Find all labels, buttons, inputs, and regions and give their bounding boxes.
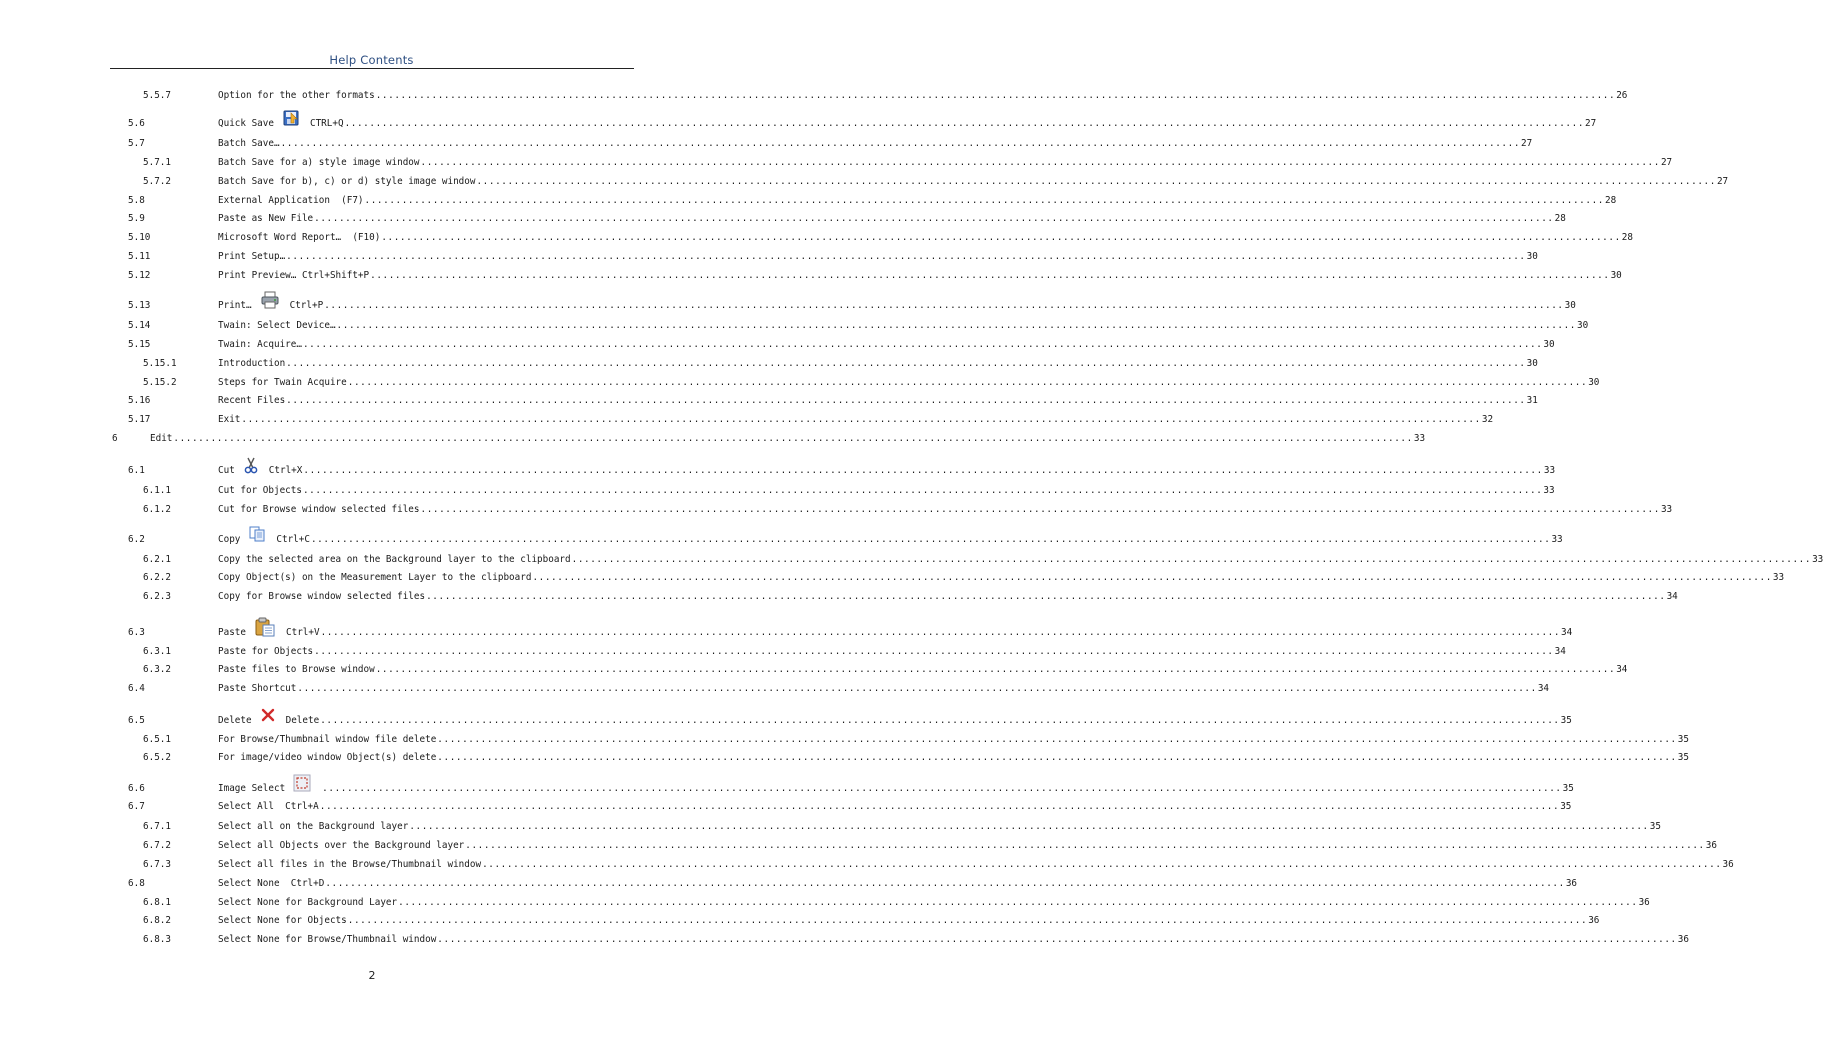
copy-icon	[248, 526, 266, 542]
print-icon	[260, 291, 280, 309]
toc-dot-leader: ........................................................................................................................................................................................................	[319, 801, 1560, 812]
toc-entry-link[interactable]	[218, 858, 1734, 871]
toc-entry[interactable]	[0, 590, 1678, 603]
page-number: 2	[368, 969, 376, 982]
toc-dot-leader: ........................................................................................................................................................................................................	[420, 504, 1660, 515]
toc-entry-page: 33	[1413, 433, 1426, 444]
toc-entry-link[interactable]	[218, 663, 1628, 676]
toc-dot-leader: ........................................................................................................................................................................................................	[320, 715, 1560, 726]
toc-entry-number: 5.15.1	[143, 358, 177, 369]
toc-entry-page: 35	[1649, 821, 1661, 832]
toc-entry-title: Select all files in the Browse/Thumbnail window	[218, 859, 482, 870]
toc-entry-number: 6.1.1	[143, 485, 171, 496]
toc-entry-number: 6.5.2	[143, 752, 171, 763]
toc-entry-number: 5.7.2	[143, 176, 171, 187]
toc-entry-page: 30	[1610, 270, 1622, 281]
toc-entry-page: 36	[1677, 934, 1689, 945]
toc-entry-link[interactable]	[218, 503, 1673, 516]
toc-entry-number: 6.5	[128, 715, 145, 726]
toc-entry-link[interactable]	[218, 212, 1566, 225]
toc-entry-link[interactable]	[218, 914, 1600, 927]
toc-entry-number: 6.3.1	[143, 646, 171, 657]
toc-entry-shortcut: Ctrl+P	[289, 300, 324, 311]
toc-entry-page: 34	[1537, 683, 1550, 694]
toc-entry-link[interactable]	[218, 682, 1550, 695]
toc-entry-title: Print Setup…	[218, 251, 286, 262]
toc-entry-page: 35	[1677, 734, 1689, 745]
toc-entry-number: 6.7.3	[143, 859, 171, 870]
page-header-title: Help Contents	[329, 53, 414, 67]
toc-entry-page: 36	[1722, 859, 1734, 870]
toc-entry[interactable]	[0, 376, 1600, 389]
toc-entry[interactable]	[0, 533, 1563, 546]
toc-entry-number: 6.7.1	[143, 821, 171, 832]
toc-entry-number: 6.8.1	[143, 897, 171, 908]
toc-entry-page: 33	[1660, 504, 1673, 515]
toc-dot-leader: ........................................................................................................................................................................................................	[344, 118, 1585, 129]
toc-entry-number: 5.7.1	[143, 157, 171, 168]
toc-dot-leader: ........................................................................................................................................................................................................	[314, 213, 1554, 224]
toc-entry[interactable]	[0, 626, 1573, 639]
toc-entry-title: Batch Save…	[218, 138, 280, 149]
toc-entry-page: 26	[1616, 90, 1628, 101]
toc-entry-number: 5.7	[128, 138, 145, 149]
toc-entry-page: 36	[1638, 897, 1650, 908]
toc-entry-link[interactable]	[218, 896, 1650, 909]
toc-dot-leader: ........................................................................................................................................................................................................	[286, 358, 1526, 369]
toc-entry-page: 34	[1561, 627, 1573, 638]
toc-entry-title: Copy the selected area on the Background layer to the clipboard	[218, 554, 571, 565]
toc-entry-title: Paste as New File	[218, 213, 314, 224]
toc-entry-number: 6.4	[128, 683, 145, 694]
toc-entry-number: 6.3.2	[143, 664, 171, 675]
toc-entry[interactable]	[0, 299, 1576, 312]
toc-entry-title: Cut	[218, 465, 235, 476]
toc-dot-leader: ........................................................................................................................................................................................................	[297, 683, 1537, 694]
toc-entry-number: 5.12	[128, 270, 151, 281]
toc-entry-shortcut: Ctrl+V	[286, 627, 320, 638]
toc-entry-title: Paste files to Browse window	[218, 664, 375, 675]
toc-entry-page: 35	[1562, 783, 1574, 794]
toc-dot-leader: ........................................................................................................................................................................................................	[398, 897, 1638, 908]
toc-dot-leader: ........................................................................................................................................................................................................	[409, 821, 1649, 832]
toc-entry-number: 6.1	[128, 465, 145, 476]
toc-entry-page: 36	[1705, 840, 1717, 851]
toc-entry[interactable]	[0, 782, 1574, 795]
toc-entry-page: 28	[1621, 232, 1633, 243]
toc-entry-title: Copy	[218, 534, 241, 545]
toc-entry-link[interactable]	[218, 250, 1538, 263]
toc-entry-number: 5.8	[128, 195, 145, 206]
toc-entry-page: 30	[1526, 358, 1538, 369]
toc-entry-shortcut: CTRL+Q	[309, 118, 344, 129]
toc-dot-leader: ........................................................................................................................................................................................................	[314, 646, 1554, 657]
toc-entry-title: Option for the other formats	[218, 90, 375, 101]
toc-entry[interactable]	[0, 571, 1785, 584]
toc-dot-leader: ........................................................................................................................................................................................................	[364, 195, 1604, 206]
toc-entry-page: 30	[1588, 377, 1600, 388]
toc-dot-leader: ........................................................................................................................................................................................................	[347, 915, 1588, 926]
toc-entry-number: 6.2.2	[143, 572, 171, 583]
toc-entry-title: Twain: Acquire…	[218, 339, 302, 350]
toc-entry-title: For Browse/Thumbnail window file delete	[218, 734, 437, 745]
toc-entry-title: Edit	[150, 433, 173, 444]
toc-entry-title: Paste for Objects	[218, 646, 314, 657]
toc-entry-number: 6.8	[128, 878, 145, 889]
toc-entry[interactable]	[0, 800, 1572, 813]
toc-entry-title: Paste	[218, 627, 246, 638]
toc-entry[interactable]	[0, 645, 1566, 658]
toc-entry-shortcut: Ctrl+X	[268, 465, 303, 476]
toc-entry-title: Copy for Browse window selected files	[218, 591, 426, 602]
toc-entry[interactable]	[0, 896, 1650, 909]
toc-entry[interactable]	[0, 357, 1538, 370]
toc-entry-number: 5.9	[128, 213, 145, 224]
toc-dot-leader: ........................................................................................................................................................................................................	[302, 339, 1543, 350]
toc-dot-leader: ........................................................................................................................................................................................................	[303, 465, 1543, 476]
toc-entry-page: 33	[1551, 534, 1563, 545]
toc-entry-page: 27	[1660, 157, 1673, 168]
toc-dot-leader: ........................................................................................................................................................................................................	[241, 414, 1481, 425]
toc-entry-page: 30	[1543, 339, 1555, 350]
toc-entry-link[interactable]	[218, 156, 1673, 169]
toc-entry-number: 6.7	[128, 801, 145, 812]
toc-entry-page: 28	[1604, 195, 1617, 206]
toc-dot-leader: ........................................................................................................................................................................................................	[173, 433, 1413, 444]
toc-entry[interactable]	[0, 820, 1661, 833]
toc-entry-page: 32	[1481, 414, 1494, 425]
toc-dot-leader: ........................................................................................................................................................................................................	[426, 591, 1666, 602]
toc-dot-leader: ........................................................................................................................................................................................................	[571, 554, 1812, 565]
toc-entry-link[interactable]	[218, 553, 1823, 566]
toc-entry-number: 5.16	[128, 395, 151, 406]
toc-entry[interactable]	[0, 269, 1622, 282]
toc-entry-number: 6.2.3	[143, 591, 171, 602]
toc-entry-link[interactable]	[218, 820, 1661, 833]
toc-entry-link[interactable]	[218, 319, 1589, 332]
delete-icon	[260, 707, 276, 723]
toc-entry-link[interactable]	[218, 194, 1617, 207]
toc-entry-link[interactable]	[218, 376, 1600, 389]
toc-entry-shortcut: Ctrl+C	[276, 534, 310, 545]
toc-dot-leader: ........................................................................................................................................................................................................	[336, 320, 1576, 331]
toc-entry-page: 33	[1812, 554, 1823, 565]
toc-entry-title: Cut for Objects	[218, 485, 302, 496]
toc-entry-link[interactable]	[218, 645, 1566, 658]
toc-entry[interactable]	[0, 231, 1633, 244]
toc-entry-link[interactable]	[150, 432, 1426, 445]
toc-entry-title: Image Select	[218, 783, 286, 794]
toc-entry-number: 6.3	[128, 627, 145, 638]
toc-entry[interactable]	[0, 319, 1589, 332]
toc-entry[interactable]	[0, 858, 1734, 871]
toc-entry-link[interactable]	[218, 464, 1556, 477]
toc-entry-number: 5.15.2	[143, 377, 177, 388]
toc-dot-leader: ........................................................................................................................................................................................................	[310, 534, 1551, 545]
image-select-icon	[293, 774, 311, 792]
toc-entry-page: 33	[1543, 465, 1556, 476]
toc-dot-leader: ........................................................................................................................................................................................................	[320, 627, 1561, 638]
toc-dot-leader: ........................................................................................................................................................................................................	[324, 300, 1564, 311]
toc-dot-leader: ........................................................................................................................................................................................................	[325, 878, 1565, 889]
toc-entry-number: 6.8.2	[143, 915, 171, 926]
toc-entry-title: Print Preview… Ctrl+Shift+P	[218, 270, 370, 281]
toc-entry-page: 30	[1526, 251, 1538, 262]
toc-entry-link[interactable]	[218, 714, 1572, 727]
toc-entry-link[interactable]	[218, 175, 1729, 188]
toc-entry[interactable]	[0, 839, 1717, 852]
toc-entry-title: Cut for Browse window selected files	[218, 504, 420, 515]
toc-entry-link[interactable]	[218, 117, 1597, 130]
toc-entry-link[interactable]	[218, 800, 1572, 813]
toc-dot-leader: ........................................................................................................................................................................................................	[280, 138, 1521, 149]
toc-entry-link[interactable]	[218, 338, 1555, 351]
toc-entry-title: External Application (F7)	[218, 195, 364, 206]
toc-entry-link[interactable]	[218, 89, 1628, 102]
toc-dot-leader: ........................................................................................................................................................................................................	[420, 157, 1660, 168]
toc-dot-leader: ........................................................................................................................................................................................................	[322, 783, 1562, 794]
toc-entry-title: Introduction	[218, 358, 286, 369]
toc-entry-title: Paste Shortcut	[218, 683, 297, 694]
toc-entry-number: 5.6	[128, 118, 145, 129]
toc-entry-title: Exit	[218, 414, 241, 425]
toc-entry[interactable]	[0, 733, 1689, 746]
toc-dot-leader: ........................................................................................................................................................................................................	[286, 395, 1526, 406]
toc-dot-leader: ........................................................................................................................................................................................................	[302, 485, 1543, 496]
toc-entry-title: Batch Save for b), c) or d) style image window	[218, 176, 476, 187]
toc-dot-leader: ........................................................................................................................................................................................................	[347, 377, 1588, 388]
toc-entry-page: 35	[1560, 801, 1572, 812]
toc-entry-title: Recent Files	[218, 395, 286, 406]
toc-entry-link[interactable]	[218, 877, 1578, 890]
toc-entry-page: 31	[1526, 395, 1538, 406]
toc-entry-page: 35	[1560, 715, 1572, 726]
toc-entry-link[interactable]	[218, 590, 1678, 603]
toc-entry-number: 6.7.2	[143, 840, 171, 851]
toc-entry-page: 27	[1585, 118, 1597, 129]
toc-entry-link[interactable]	[218, 733, 1689, 746]
toc-entry-page: 35	[1677, 752, 1689, 763]
toc-entry-page: 30	[1577, 320, 1589, 331]
toc-entry-title: Print…	[218, 300, 252, 311]
toc-entry-link[interactable]	[218, 839, 1717, 852]
toc-entry-title: Select All Ctrl+A	[218, 801, 319, 812]
toc-entry-link[interactable]	[218, 484, 1555, 497]
toc-entry[interactable]	[0, 663, 1628, 676]
toc-entry[interactable]	[0, 413, 1494, 426]
toc-dot-leader: ........................................................................................................................................................................................................	[437, 752, 1677, 763]
toc-entry-title: Select None for Background Layer	[218, 897, 398, 908]
toc-entry-link[interactable]	[218, 782, 1574, 795]
toc-entry-number: 5.5.7	[143, 90, 171, 101]
toc-dot-leader: ........................................................................................................................................................................................................	[375, 664, 1616, 675]
toc-entry-link[interactable]	[218, 394, 1538, 407]
toc-entry[interactable]	[0, 553, 1823, 566]
quick-save-icon	[282, 109, 300, 127]
toc-entry-number: 6.5.1	[143, 734, 171, 745]
toc-entry-page: 30	[1564, 300, 1576, 311]
toc-entry-number: 6	[112, 433, 118, 444]
toc-entry-title: Select None for Objects	[218, 915, 347, 926]
toc-entry[interactable]	[0, 714, 1572, 727]
toc-entry[interactable]	[0, 338, 1555, 351]
toc-dot-leader: ........................................................................................................................................................................................................	[375, 90, 1616, 101]
toc-entry-page: 33	[1543, 485, 1555, 496]
toc-entry-title: Batch Save for a) style image window	[218, 157, 420, 168]
toc-dot-leader: ........................................................................................................................................................................................................	[437, 934, 1677, 945]
toc-dot-leader: ........................................................................................................................................................................................................	[381, 232, 1621, 243]
toc-dot-leader: ........................................................................................................................................................................................................	[286, 251, 1526, 262]
toc-entry-number: 6.2.1	[143, 554, 171, 565]
toc-entry-link[interactable]	[218, 933, 1689, 946]
toc-dot-leader: ........................................................................................................................................................................................................	[465, 840, 1705, 851]
toc-entry-page: 27	[1521, 138, 1533, 149]
toc-entry[interactable]	[0, 464, 1556, 477]
toc-entry-page: 27	[1716, 176, 1729, 187]
cut-icon	[243, 456, 259, 474]
toc-entry[interactable]	[0, 175, 1729, 188]
toc-dot-leader: ........................................................................................................................................................................................................	[437, 734, 1677, 745]
toc-entry-title: Microsoft Word Report… (F10)	[218, 232, 381, 243]
toc-entry[interactable]	[0, 503, 1673, 516]
toc-entry-number: 5.15	[128, 339, 151, 350]
toc-entry-link[interactable]	[218, 269, 1622, 282]
toc-dot-leader: ........................................................................................................................................................................................................	[482, 859, 1722, 870]
toc-entry-link[interactable]	[218, 357, 1538, 370]
toc-entry-title: Select None Ctrl+D	[218, 878, 325, 889]
toc-entry-page: 33	[1772, 572, 1785, 583]
toc-entry-title: Delete	[218, 715, 252, 726]
toc-entry-title: Select all on the Background layer	[218, 821, 409, 832]
toc-entry-number: 6.6	[128, 783, 145, 794]
paste-icon	[254, 617, 276, 637]
toc-entry-number: 5.14	[128, 320, 151, 331]
toc-entry-number: 6.8.3	[143, 934, 171, 945]
toc-entry[interactable]	[0, 137, 1533, 150]
toc-entry-title: Select all Objects over the Background layer	[218, 840, 465, 851]
toc-entry-page: 28	[1554, 213, 1566, 224]
toc-entry-number: 5.13	[128, 300, 151, 311]
toc-entry[interactable]	[0, 484, 1555, 497]
toc-entry-number: 6.1.2	[143, 504, 171, 515]
toc-entry[interactable]	[0, 250, 1538, 263]
toc-entry[interactable]	[0, 432, 1426, 445]
toc-entry-link[interactable]	[218, 751, 1689, 764]
toc-entry[interactable]	[0, 89, 1628, 102]
toc-dot-leader: ........................................................................................................................................................................................................	[476, 176, 1716, 187]
toc-entry-link[interactable]	[218, 533, 1563, 546]
toc-entry-shortcut: Delete	[285, 715, 320, 726]
toc-entry-title: Select None for Browse/Thumbnail window	[218, 934, 437, 945]
toc-entry-page: 36	[1588, 915, 1600, 926]
toc-entry-link[interactable]	[218, 231, 1633, 244]
toc-entry[interactable]	[0, 933, 1689, 946]
toc-entry-link[interactable]	[218, 299, 1576, 312]
toc-entry-page: 34	[1554, 646, 1566, 657]
toc-entry[interactable]	[0, 877, 1578, 890]
toc-entry-number: 5.11	[128, 251, 151, 262]
toc-entry-title: For image/video window Object(s) delete	[218, 752, 437, 763]
toc-entry[interactable]	[0, 212, 1566, 225]
toc-entry[interactable]	[0, 194, 1617, 207]
toc-entry-title: Steps for Twain Acquire	[218, 377, 347, 388]
toc-entry-number: 5.17	[128, 414, 151, 425]
toc-entry-number: 5.10	[128, 232, 151, 243]
toc-entry[interactable]	[0, 394, 1538, 407]
toc-entry-page: 34	[1666, 591, 1678, 602]
toc-entry-title: Quick Save	[218, 118, 274, 129]
toc-entry-page: 34	[1616, 664, 1628, 675]
toc-entry-link[interactable]	[218, 571, 1785, 584]
toc-dot-leader: ........................................................................................................................................................................................................	[370, 270, 1610, 281]
toc-entry-page: 36	[1565, 878, 1578, 889]
toc-entry-title: Copy Object(s) on the Measurement Layer to the clipboard	[218, 572, 532, 583]
toc-entry-link[interactable]	[218, 137, 1533, 150]
toc-entry-link[interactable]	[218, 626, 1573, 639]
toc-entry[interactable]	[0, 914, 1600, 927]
toc-entry-number: 6.2	[128, 534, 145, 545]
toc-entry-title: Twain: Select Device…	[218, 320, 336, 331]
toc-entry[interactable]	[0, 682, 1550, 695]
toc-dot-leader: ........................................................................................................................................................................................................	[532, 572, 1772, 583]
toc-entry[interactable]	[0, 156, 1673, 169]
toc-entry-link[interactable]	[218, 413, 1494, 426]
toc-entry[interactable]	[0, 751, 1689, 764]
toc-entry[interactable]	[0, 117, 1597, 130]
